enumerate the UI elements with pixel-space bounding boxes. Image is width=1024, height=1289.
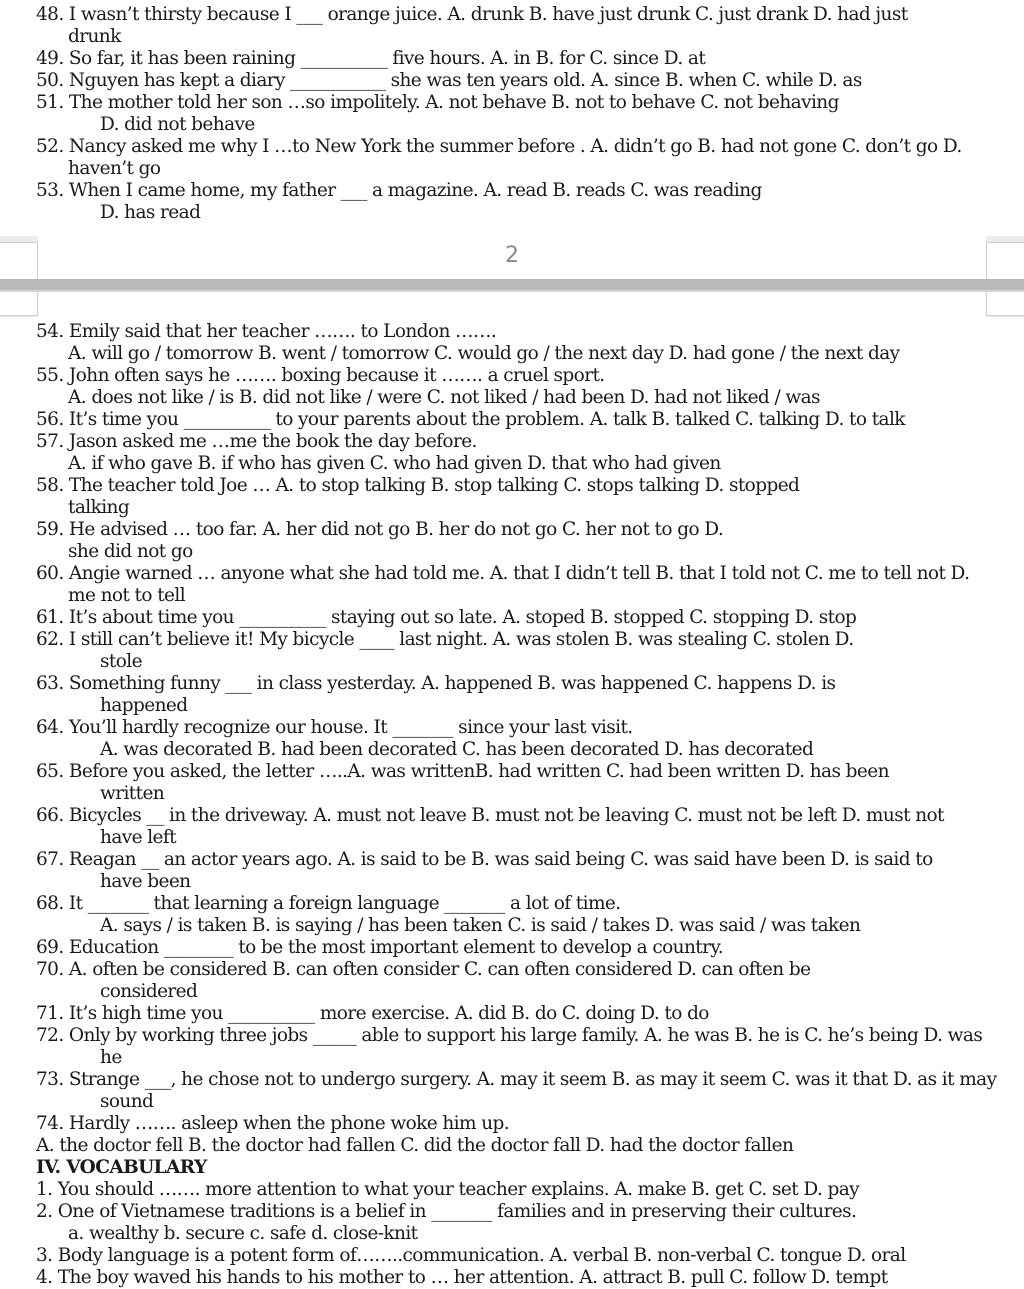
question-line: A. if who gave B. if who has given C. who had given D. that who had given	[68, 453, 721, 474]
question-line: 59. He advised … too far. A. her did not go B. her do not go C. her not to go D.	[36, 519, 724, 540]
question-line: 73. Strange ___, he chose not to undergo surgery. A. may it seem B. as may it seem C. was it that D. as it may	[36, 1069, 997, 1090]
question-line: 63. Something funny ___ in class yesterday. A. happened B. was happened C. happens D. is	[36, 673, 836, 694]
question-line: stole	[100, 651, 142, 672]
question-line: 64. You’ll hardly recognize our house. It _______ since your last visit.	[36, 717, 633, 738]
question-line: me not to tell	[68, 585, 186, 606]
question-line: 52. Nancy asked me why I …to New York the summer before . A. didn’t go B. had not gone C. don’t go D.	[36, 136, 962, 157]
question-line: A. says / is taken B. is saying / has been taken C. is said / takes D. was said / was taken	[100, 915, 861, 936]
question-line: 67. Reagan __ an actor years ago. A. is said to be B. was said being C. was said have been D. is said to	[36, 849, 933, 870]
question-line: 65. Before you asked, the letter …..A. was writtenB. had written C. had been written D. has been	[36, 761, 889, 782]
page-separator	[0, 279, 1024, 290]
question-line: 68. It _______ that learning a foreign language _______ a lot of time.	[36, 893, 621, 914]
question-line: a. wealthy b. secure c. safe d. close-knit	[68, 1223, 418, 1244]
question-line: 61. It’s about time you __________ staying out so late. A. stoped B. stopped C. stopping D. stop	[36, 607, 857, 628]
question-line: 1. You should ……. more attention to what your teacher explains. A. make B. get C. set D. pay	[36, 1179, 859, 1200]
question-line: 66. Bicycles __ in the driveway. A. must not leave B. must not be leaving C. must not be left D. must not	[36, 805, 944, 826]
question-line: he	[100, 1047, 122, 1068]
question-line: 49. So far, it has been raining __________ five hours. A. in B. for C. since D. at	[36, 48, 706, 69]
question-line: have been	[100, 871, 191, 892]
question-line: 4. The boy waved his hands to his mother to … her attention. A. attract B. pull C. follow D. tempt	[36, 1267, 888, 1288]
question-line: D. has read	[100, 202, 201, 223]
question-line: 71. It’s high time you __________ more exercise. A. did B. do C. doing D. to do	[36, 1003, 709, 1024]
section-heading: IV. VOCABULARY	[36, 1157, 207, 1178]
question-line: 60. Angie warned … anyone what she had told me. A. that I didn’t tell B. that I told not C. me to tell not D.	[36, 563, 970, 584]
question-line: A. does not like / is B. did not like / were C. not liked / had been D. had not liked / was	[68, 387, 820, 408]
question-line: A. will go / tomorrow B. went / tomorrow C. would go / the next day D. had gone / the next day	[68, 343, 900, 364]
question-line: 72. Only by working three jobs _____ able to support his large family. A. he was B. he is C. he’s being D. was	[36, 1025, 983, 1046]
question-line: 50. Nguyen has kept a diary ___________ she was ten years old. A. since B. when C. while D. as	[36, 70, 862, 91]
question-line: 3. Body language is a potent form of……..communication. A. verbal B. non-verbal C. tongue D. oral	[36, 1245, 906, 1266]
question-line: have left	[100, 827, 176, 848]
question-line: 62. I still can’t believe it! My bicycle ____ last night. A. was stolen B. was stealing C. stolen D.	[36, 629, 854, 650]
question-line: 69. Education ________ to be the most important element to develop a country.	[36, 937, 724, 958]
question-line: 57. Jason asked me …me the book the day before.	[36, 431, 477, 452]
question-line: haven’t go	[68, 158, 161, 179]
question-line: 54. Emily said that her teacher ……. to London …….	[36, 321, 497, 342]
question-line: 74. Hardly ……. asleep when the phone woke him up.	[36, 1113, 510, 1134]
page-number: 2	[505, 243, 519, 268]
question-line: 55. John often says he ……. boxing because it ……. a cruel sport.	[36, 365, 605, 386]
question-line: 70. A. often be considered B. can often consider C. can often considered D. can often be	[36, 959, 811, 980]
question-line: 56. It’s time you __________ to your parents about the problem. A. talk B. talked C. talking D. to talk	[36, 409, 905, 430]
page-separator-shadow	[0, 290, 1024, 292]
question-line: D. did not behave	[100, 114, 255, 135]
question-line: happened	[100, 695, 188, 716]
question-line: drunk	[68, 26, 121, 47]
question-line: 2. One of Vietnamese traditions is a belief in _______ families and in preserving their cultures.	[36, 1201, 857, 1222]
question-line: A. was decorated B. had been decorated C. has been decorated D. has decorated	[100, 739, 814, 760]
question-line: talking	[68, 497, 130, 518]
question-line: sound	[100, 1091, 154, 1112]
question-line: written	[100, 783, 165, 804]
question-line: 53. When I came home, my father ___ a magazine. A. read B. reads C. was reading	[36, 180, 762, 201]
question-line: 51. The mother told her son …so impolitely. A. not behave B. not to behave C. not behaving	[36, 92, 839, 113]
question-line: 58. The teacher told Joe … A. to stop talking B. stop talking C. stops talking D. stopped	[36, 475, 800, 496]
question-line: 48. I wasn’t thirsty because I ___ orange juice. A. drunk B. have just drunk C. just drank D. had just	[36, 4, 908, 25]
question-line: she did not go	[68, 541, 193, 562]
question-line: A. the doctor fell B. the doctor had fallen C. did the doctor fall D. had the doctor fallen	[36, 1135, 794, 1156]
question-line: considered	[100, 981, 198, 1002]
